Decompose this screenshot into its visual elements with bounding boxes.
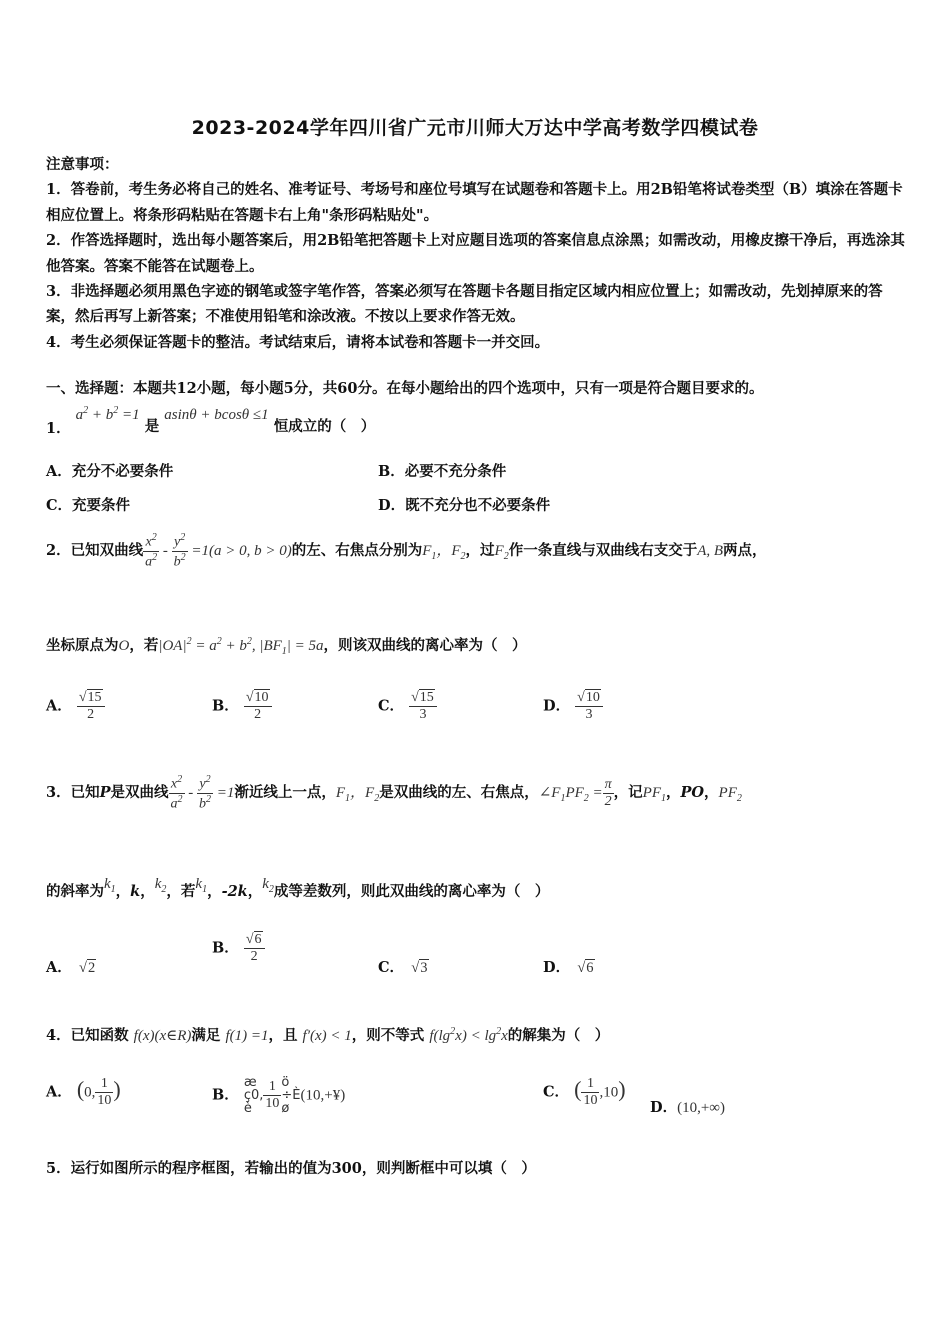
fraction: $\frac{√15}{2}$ <box>77 690 105 723</box>
math-expression: ) <box>113 1076 121 1102</box>
question-2-line-2 <box>46 634 527 657</box>
option-label: B． <box>212 939 239 957</box>
math-expression: $F_1$，$F_2$ <box>422 543 466 563</box>
question-text: 作一条直线与双曲线右支交于 <box>508 542 698 560</box>
option-b[interactable] <box>212 690 272 723</box>
notice-block <box>46 152 906 355</box>
math-expression: f(1) =1 <box>225 1028 269 1044</box>
math-expression: $k_2$ <box>154 876 167 895</box>
fraction: $\frac{√15}{3}$ <box>409 690 437 723</box>
fraction: $\frac{\pi}{2}$ <box>604 776 612 809</box>
math-expression: asinθ + bcosθ ≤1 <box>164 407 269 423</box>
math-expression: A, B <box>697 543 724 560</box>
fraction: $\frac{y^2}{b^2}$ <box>199 774 211 812</box>
option-c[interactable] <box>378 956 429 977</box>
option-c[interactable] <box>543 1076 626 1109</box>
question-2 <box>46 532 767 570</box>
section-heading: 一、选择题：本题共12小题，每小题5分，共60分。在每小题给出的四个选项中，只有一项是符合题目要求的。 <box>46 380 764 397</box>
question-5: 5．运行如图所示的程序框图，若输出的值为300，则判断框中可以填（ ） <box>46 1160 536 1177</box>
math-expression: $PF_1$ <box>642 785 666 805</box>
question-text: ，过 <box>465 542 495 560</box>
garbled-math: æ ç0, è <box>243 1075 264 1116</box>
question-text: 是 <box>144 418 160 435</box>
math-expression: ( <box>574 1076 582 1102</box>
fraction: $\frac{1}{10}$ <box>265 1079 280 1111</box>
math-expression: =1(a > 0, b > 0) <box>187 543 292 560</box>
fraction: $\frac{√10}{2}$ <box>244 690 272 723</box>
question-text: 满足 <box>191 1027 221 1044</box>
math-expression: f′(x) < 1 <box>302 1028 352 1044</box>
math-expression: $\angle F_1PF_2$ = <box>538 785 603 805</box>
math-expression: f(x)(x∈R) <box>133 1028 192 1044</box>
option-label: A． <box>46 1083 72 1101</box>
fraction: $\frac{√10}{3}$ <box>575 690 603 723</box>
question-text: 坐标原点为 <box>46 637 119 654</box>
math-expression: (10,+∞) <box>677 1100 725 1116</box>
option-label: D． <box>650 1099 678 1116</box>
question-text: 成等差数列，则此双曲线的离心率为（ ） <box>273 883 550 900</box>
question-4 <box>46 1024 609 1045</box>
question-text: ，若 <box>129 637 159 654</box>
question-text: 3．已知 <box>46 784 100 802</box>
question-text: ，则不等式 <box>351 1027 425 1044</box>
question-3-line-2: 的斜率为$k_1$，k，$k_2$，若$k_1$，-2k，$k_2$成等差数列，则此双曲线的离心率为（ ） <box>46 876 550 900</box>
math-expression: $a^2 + b^2 =1$ <box>75 405 140 423</box>
fraction: $\frac{y^2}{b^2}$ <box>173 532 186 570</box>
question-number: 1． <box>46 420 71 437</box>
question-text: ，且 <box>268 1027 298 1044</box>
fraction: $\frac{1}{10}$ <box>583 1076 598 1108</box>
option-label: A． <box>46 697 72 715</box>
option-label: D． <box>543 697 571 715</box>
math-expression: $k_1$ <box>195 876 208 895</box>
option-label: A． <box>46 959 65 976</box>
minus-sign: - <box>184 785 197 802</box>
question-text: 恒成立的（ ） <box>273 418 376 435</box>
option-c[interactable] <box>378 690 437 723</box>
option-label: C． <box>378 959 397 976</box>
option-a[interactable] <box>46 956 96 977</box>
fraction: $\frac{x^2}{a^2}$ <box>170 774 183 812</box>
math-expression: √3 <box>411 960 428 976</box>
garbled-math: ö ÷È ø <box>281 1075 301 1116</box>
question-1 <box>46 405 376 437</box>
math-expression: $k_1$ <box>104 876 116 895</box>
question-text: 的斜率为 <box>46 883 104 900</box>
question-3: 3．已知P是双曲线 $\frac{x^2}{a^2}$ - $\frac{y^2}{b^2}$ =1渐近线上一点，$F_1$，$F_2$是双曲线的左、右焦点，$\angle F_1PF_2$ = $\frac{\pi}{2}$ ，记$PF_1$，PO，$PF_2$ <box>46 774 742 812</box>
math-po: PO <box>680 784 705 802</box>
option-label: D． <box>543 959 563 976</box>
option-a[interactable] <box>46 1076 121 1109</box>
question-text: ，记 <box>613 784 643 802</box>
option-label: B． <box>212 1086 239 1104</box>
minus-sign: - <box>159 543 172 560</box>
math-expression: √6 <box>577 960 594 976</box>
math-expression: =1 <box>213 785 235 802</box>
question-text: 的解集为（ ） <box>507 1027 610 1044</box>
notice-heading: 注意事项： <box>46 156 119 173</box>
math-expression: $F_2$ <box>494 543 509 563</box>
math-expression: $k_2$ <box>262 876 274 895</box>
option-d[interactable]: D．既不充分也不必要条件 <box>378 497 551 514</box>
notice-item: 2．作答选择题时，选出每小题答案后，用2B铅笔把答题卡上对应题目选项的答案信息点涂黑；如需改动，用橡皮擦干净后，再选涂其他答案。答案不能答在试题卷上。 <box>46 232 905 275</box>
option-label: B． <box>212 697 239 715</box>
math-expression: 0, <box>84 1084 96 1101</box>
question-text: 两点， <box>723 542 767 560</box>
fraction: $\frac{√6}{2}$ <box>244 932 265 965</box>
math-expression: ,10 <box>599 1084 619 1101</box>
option-b[interactable] <box>212 1076 345 1115</box>
math-expression: ) <box>618 1076 626 1102</box>
math-minus-2k: -2k <box>221 883 248 900</box>
option-b[interactable] <box>212 932 265 965</box>
math-expression: √2 <box>79 960 96 976</box>
question-text: ，则该双曲线的离心率为（ ） <box>323 637 527 654</box>
notice-item: 4．考生必须保证答题卡的整洁。考试结束后，请将本试卷和答题卡一并交回。 <box>46 333 550 351</box>
option-b[interactable]: B．必要不充分条件 <box>378 463 507 480</box>
question-text: 2．已知双曲线 <box>46 542 144 560</box>
math-expression: (10,+¥) <box>300 1087 346 1104</box>
option-label: C． <box>543 1083 570 1101</box>
option-label: C． <box>378 697 405 715</box>
math-p: P <box>99 784 111 802</box>
notice-item: 3．非选择题必须用黑色字迹的钢笔或签字笔作答，答案必须写在答题卡各题目指定区域内相应位置上；如需改动，先划掉原来的答案，然后再写上新答案；不准使用铅笔和涂改液。不按以上要求作答无效。 <box>46 283 883 326</box>
math-expression: $|OA|^2 = a^2 + b^2$, $|BF_1| = 5a$ <box>158 636 324 657</box>
math-expression: O <box>118 638 130 654</box>
option-a[interactable]: A．充分不必要条件 <box>46 463 174 480</box>
page-title: 2023-2024学年四川省广元市川师大万达中学高考数学四模试卷 <box>191 117 759 139</box>
math-expression: $PF_2$ <box>718 785 742 805</box>
option-c[interactable]: C．充要条件 <box>46 497 131 514</box>
option-d[interactable] <box>650 1096 725 1117</box>
math-expression: $f(\lg^2x) < \lg^2x$ <box>429 1026 508 1044</box>
question-text: ，若 <box>166 883 196 900</box>
option-a[interactable] <box>46 690 105 723</box>
question-text: 是双曲线的左、右焦点， <box>379 784 539 802</box>
math-expression: ( <box>76 1076 85 1102</box>
option-d[interactable] <box>543 956 595 977</box>
fraction: $\frac{x^2}{a^2}$ <box>145 532 158 570</box>
option-d[interactable] <box>543 690 603 723</box>
question-text: 渐近线上一点， <box>234 784 336 802</box>
math-expression: $F_1$，$F_2$ <box>335 785 380 805</box>
notice-item: 1．答卷前，考生务必将自己的姓名、准考证号、考场号和座位号填写在试题卷和答题卡上。用2B铅笔将试卷类型（B）填涂在答题卡相应位置上。将条形码粘贴在答题卡右上角"条形码粘贴处"。 <box>46 181 903 224</box>
fraction: $\frac{1}{10}$ <box>97 1076 112 1108</box>
question-text: 4．已知函数 <box>46 1027 129 1044</box>
question-text: 是双曲线 <box>110 784 169 802</box>
question-text: 的左、右焦点分别为 <box>291 542 423 560</box>
math-k: k <box>130 883 141 900</box>
